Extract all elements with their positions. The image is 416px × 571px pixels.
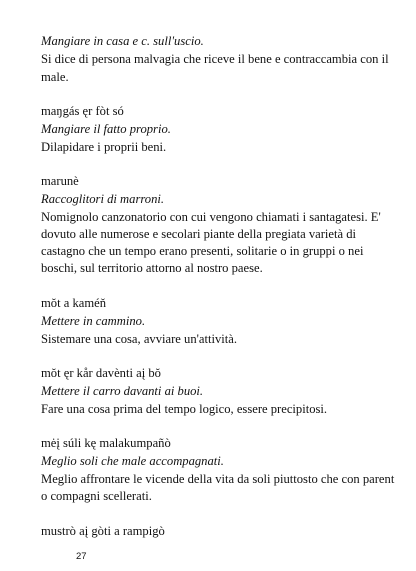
entry-meaning-line: Fare una cosa prima del tempo logico, essere precipitosi. [41,402,328,416]
entry-italian-translation: Mangiare il fatto proprio. [41,122,171,136]
entry-italian-translation: Mettere il carro davanti ai buoi. [41,384,204,398]
entry-meaning-line: Si dice di persona malvagia che riceve il bene e contraccambia con il [41,52,389,66]
entry-dialect-term: maŋgás ęr fòt só [41,104,124,118]
entry-meaning-line: Dilapidare i proprii beni. [41,140,167,154]
entry-italian-translation: Raccoglitori di marroni. [41,192,165,206]
entry-meaning-line: castagno che un tempo erano presenti, solitarie o in gruppi o nei [41,244,364,258]
entry-meaning-line: male. [41,70,69,84]
entry-meaning-line: Meglio affrontare le vicende della vita da soli piuttosto che con parent [41,472,395,486]
entry-italian-translation: Meglio soli che male accompagnati. [41,454,224,468]
entry-dialect-term: marunè [41,174,79,188]
entry-dialect-term: mŏt a kaméň [41,296,107,310]
entry-italian-translation: Mangiare in casa e c. sull'uscio. [41,34,204,48]
entry-dialect-term: mustrò aį gòti a rampigò [41,524,165,538]
page-number: 27 [76,551,87,562]
entry-meaning-line: Sistemare una cosa, avviare un'attività. [41,332,238,346]
entry-meaning-line: boschi, sul territorio attorno al nostro paese. [41,261,263,275]
entry-meaning-line: Nomignolo canzonatorio con cui vengono chiamati i santagatesi. E' [41,210,381,224]
entry-italian-translation: Mettere in cammino. [41,314,146,328]
entry-dialect-term: mėį súli kę malakumpañò [41,436,171,450]
entry-meaning-line: dovuto alle numerose e secolari piante della pregiata varietà di [41,227,357,241]
entry-dialect-term: mŏt ęr kår davènti aį bŏ [41,366,161,380]
entry-meaning-line: o compagni scellerati. [41,489,152,503]
